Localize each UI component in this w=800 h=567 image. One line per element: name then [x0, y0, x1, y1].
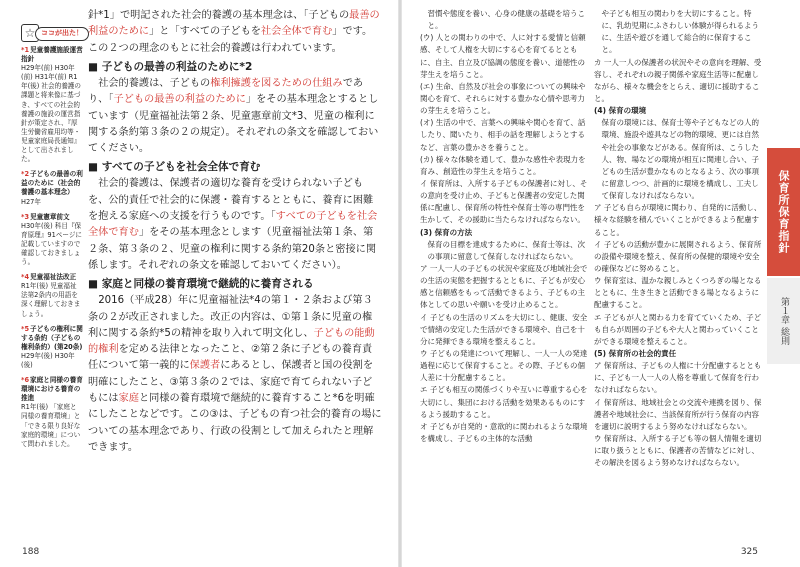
guideline-item: ア 子ども自らが環境に関わり、自発的に活動し、様々な経験を積んでいくことができるよう配慮すること。 [594, 203, 762, 237]
sidebar-note: *5子どもの権利に関する条約（子どもの権利条約）(第20条) H29年(後) H30年(後) [21, 324, 83, 369]
guideline-heading: (5) 保育所の社会的責任 [594, 348, 677, 358]
sidebar-note: *3児童憲章前文 H30年(後) 科目『保育原理』91ページに記載していますので確認しておきましょう。 [21, 212, 83, 267]
page-number-left: 188 [22, 547, 40, 557]
sidebar-note: *6家庭と同様の養育環境における養育の推進 R1年(後) 「家庭と同様の養育環境」と「できる限り良好な家庭的環境」について問われました。 [21, 376, 83, 448]
sidebar-note: *4児童福祉法改正 R1年(後) 児童福祉法第2条内の用語を深く理解しておきましょう。 [21, 273, 81, 318]
sidebar-note: *2子どもの最善の利益のために（社会的養護の基本理念） H27年 [21, 170, 83, 206]
guideline-item: 習慣や態度を養い、心身の健康の基礎を培うこと。 [427, 9, 585, 31]
guideline-column-2 [594, 8, 762, 469]
exam-notes-sidebar [21, 24, 83, 455]
guideline-item: や子ども相互の関わりを大切にすること。特に、乳幼児期にふさわしい体験が得られるように、生活や遊びを通して総合的に保育すること。 [601, 9, 759, 55]
guideline-column-1 [420, 8, 588, 445]
guideline-item: ア 保育所は、子どもの人権に十分配慮するとともに、子ども一人一人の人格を尊重して保育を行わなければならない。 [594, 361, 762, 395]
paragraph: 2016（平成28）年に児童福祉法*4の第１・２条および第３条の２が改正されました。改正の内容は、①第１条に児童の権利に関する条約*5の精神を取り入れて明文化し、子どもの能動的権利を定める法律となったこと、②第２条に子どもの養育責任について第一義的に保護者にあるとし、保護者と国の役割を明確にしたこと、③第３条の２では、家庭で育てられない子どもには家庭と同様の養育環境で継続的に養育すること*6を明確にしたことなどです。この③は、子どもの育つ社会的養育の場についての基本理念であり、行政の役割として加えられたと理解できます。 [88, 295, 382, 453]
guideline-item: イ 保育所は、入所する子どもの保護者に対し、その意向を受け止め、子どもと保護者の安定した関係に配慮し、保育所の特性や保育士等の専門性を生かして、その援助に当たらなければならない。 [420, 178, 588, 225]
page-number-right: 325 [740, 547, 758, 557]
section-heading: ■ 子どもの最善の利益のために*2 [88, 60, 253, 73]
section-heading: ■ すべての子どもを社会全体で育む [88, 161, 261, 174]
guideline-heading: (3) 保育の方法 [420, 227, 473, 237]
book-gutter [398, 0, 402, 567]
guideline-item: 保育の環境には、保育士等や子どもなどの人的環境、施設や遊具などの物的環境、更には自然や社会の事象などがある。保育所は、こうした人、物、場などの環境が相互に関連し合い、子どもの生活が豊かなものとなるよう、次の事項に留意しつつ、計画的に環境を構成し、工夫して保育しなければならない。 [601, 118, 759, 201]
sidebar-note: *1児童養護施設運営指針 H29年(前) H30年(前) H31年(前) R1年(後) 社会的養護の課題と将来像に基づき、すべての社会的養護の施設の運営指針が策定され、『厚生労働省雇用均等・児童家庭局長通知』として出されました。 [21, 46, 83, 164]
guideline-item: ウ 保育所は、入所する子ども等の個人情報を適切に取り扱うとともに、保護者の苦情などに対し、その解決を図るよう努めなければならない。 [594, 433, 762, 468]
paragraph: 社会的養護は、子どもの権利擁護を図るための仕組みであり、「子どもの最善の利益のために」をその基本理念とするとしています（児童福祉法第２条、児童憲章前文*3、児童の権利に関する条約第３条の２の規定）。それぞれの条文を確認しておいてください。 [88, 77, 379, 155]
guideline-item: エ 子どもが人と関わる力を育てていくため、子ども自らが周囲の子どもや大人と関わっていくことができる環境を整えること。 [594, 312, 762, 346]
guideline-item: オ 子どもが自発的・意欲的に関われるような環境を構成し、子どもの主体的な活動 [420, 421, 588, 443]
main-text-column [88, 8, 382, 456]
section-heading: ■ 家庭と同様の養育環境で継続的に養育される [88, 278, 314, 291]
guideline-item: イ 保育所は、地域社会との交流や連携を図り、保護者や地域社会に、当該保育所が行う保育の内容を適切に説明するよう努めなければならない。 [594, 397, 762, 431]
chapter-tab: 保育所保育指針 [767, 148, 800, 276]
paragraph: 針*1」で明記された社会的養護の基本理念は、「子どもの最善の利益のために」と「すべての子どもを社会全体で育む」です。この２つの理念のもとに社会的養護は行われています。 [88, 10, 380, 54]
paragraph: 社会的養護は、保護者の適切な養育を受けられない子どもを、公的責任で社会的に保護・養育するとともに、養育に困難を抱える家庭への支援を行うものです。「すべての子どもを社会全体で育む」をその基本理念とします（児童福祉法第１条、第２条、第３条の２、児童の権利に関する条約第20条と密接に関係します。それぞれの条文を確認しておいてください）。 [88, 178, 378, 271]
guideline-item: (エ) 生命、自然及び社会の事象についての興味や関心を育て、それらに対する豊かな心情や思考力の芽生えを培うこと。 [420, 81, 586, 116]
exam-badge [21, 24, 83, 46]
guideline-heading: (4) 保育の環境 [594, 106, 647, 116]
guideline-item: (オ) 生活の中で、言葉への興味や関心を育て、話したり、聞いたり、相手の話を理解しようとするなど、言葉の豊かさを養うこと。 [420, 118, 586, 152]
exam-badge-label: ココが出た！ [35, 27, 89, 41]
guideline-item: ウ 保育室は、温かな親しみとくつろぎの場となるとともに、生き生きと活動できる場となるように配慮すること。 [594, 276, 762, 310]
guideline-item: ウ 子どもの発達について理解し、一人一人の発達過程に応じて保育すること。その際、子どもの個人差に十分配慮すること。 [420, 348, 588, 383]
guideline-item: イ 子どもの活動が豊かに展開されるよう、保育所の設備や環境を整え、保育所の保健的環境や安全の確保などに努めること。 [594, 239, 762, 273]
guideline-item: カ 一人一人の保護者の状況やその意向を理解、受容し、それぞれの親子関係や家庭生活等に配慮しながら、様々な機会をとらえ、適切に援助すること。 [594, 57, 762, 103]
guideline-item: エ 子ども相互の関係づくりや互いに尊重する心を大切にし、集団における活動を効果あるものにするよう援助すること。 [420, 385, 588, 419]
star-icon: ☆ [21, 24, 39, 42]
guideline-item: (ウ) 人との関わりの中で、人に対する愛情と信頼感、そして人権を大切にする心を育てるとともに、自主、自立及び協調の態度を養い、道徳性の芽生えを培うこと。 [420, 33, 586, 79]
section-tab: 第１章 総則 [767, 278, 800, 364]
guideline-item: 保育の目標を達成するために、保育士等は、次の事項に留意して保育しなければならない。 [427, 239, 585, 261]
guideline-item: イ 子どもの生活のリズムを大切にし、健康、安全で情緒の安定した生活ができる環境や、自己を十分に発揮できる環境を整えること。 [420, 312, 588, 346]
guideline-item: ア 一人一人の子どもの状況や家庭及び地域社会での生活の実態を把握するとともに、子どもが安心感と信頼感をもって活動できるよう、子どもの主体としての思いや願いを受け止めること。 [420, 263, 588, 310]
guideline-item: (カ) 様々な体験を通して、豊かな感性や表現力を育み、創造性の芽生えを培うこと。 [420, 154, 586, 176]
